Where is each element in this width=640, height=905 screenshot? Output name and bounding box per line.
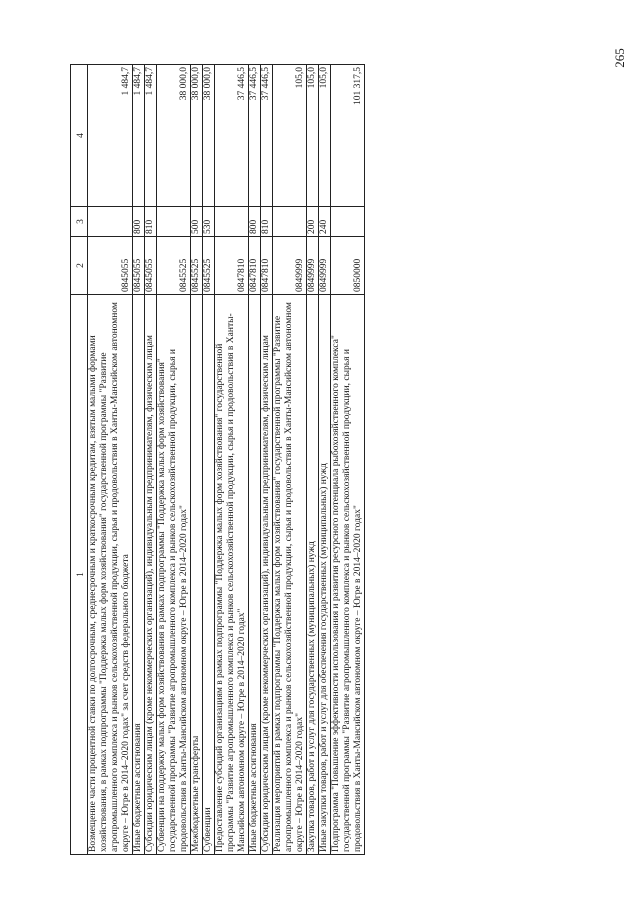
row-name-cell: Иные закупки товаров, работ и услуг для обеспечения государственных (муниципальных) нужд bbox=[319, 295, 331, 855]
row-sum-cell: 37 446,5 bbox=[261, 65, 273, 207]
row-kvr-cell: 530 bbox=[203, 207, 215, 237]
row-name-cell: Иные бюджетные ассигнования bbox=[133, 295, 145, 855]
row-code-cell: 0845525 bbox=[203, 237, 215, 295]
row-code-cell: 0845525 bbox=[191, 237, 203, 295]
row-code-cell: 0849999 bbox=[307, 237, 319, 295]
row-name-cell: Субвенции на поддержку малых форм хозяйствования в рамках подпрограммы "Поддержка малых форм хозяйствования" государственной программы "Развитие агропромышленного комплекса и рынков сельскохозяйственной продукции, сырья и продовольствия в Ханты-Мансийском автономном округе – Югре в 2014–2020 годах" bbox=[157, 295, 191, 855]
row-sum-cell: 105,0 bbox=[319, 65, 331, 207]
row-sum-cell: 105,0 bbox=[307, 65, 319, 207]
header-col-4: 4 bbox=[71, 65, 88, 207]
table-body bbox=[88, 65, 365, 855]
table-row bbox=[273, 65, 307, 855]
row-sum-cell: 1 484,7 bbox=[133, 65, 145, 207]
row-name-cell: Иные бюджетные ассигнования bbox=[249, 295, 261, 855]
row-name-cell: Закупка товаров, работ и услуг для государственных (муниципальных) нужд bbox=[307, 295, 319, 855]
table-row bbox=[157, 65, 191, 855]
table-row bbox=[191, 65, 203, 855]
row-kvr-cell: 800 bbox=[249, 207, 261, 237]
row-name-cell: Подпрограмма "Повышение эффективности использования и развития ресурсного потенциала рыбохозяйственного комплекса" государственной программы "Развитие агропромышленного комплекса и рынков сельскохозяйственной продукции, сырья и продовольствия в Ханты-Мансийском автономном округе – Югре в 2014–2020 годах" bbox=[331, 295, 365, 855]
row-name-cell: Возмещение части процентной ставки по долгосрочным, среднесрочным и краткосрочным кредитам, взятым малыми формами хозяйствования, в рамках подпрограммы "Поддержка малых форм хозяйствования" государственной программы "Развитие агропромышленного комплекса и рынков сельскохозяйственной продукции, сырья и продовольствия в Ханты-Мансийском автономном округе – Югре в 2014–2020 годах" за счет средств федерального бюджета bbox=[88, 295, 133, 855]
row-sum-cell: 1 484,7 bbox=[88, 65, 133, 207]
table-row bbox=[261, 65, 273, 855]
table-row bbox=[145, 65, 157, 855]
table-row bbox=[203, 65, 215, 855]
row-kvr-cell: 800 bbox=[133, 207, 145, 237]
row-kvr-cell: 810 bbox=[261, 207, 273, 237]
row-kvr-cell bbox=[331, 207, 365, 237]
row-kvr-cell bbox=[88, 207, 133, 237]
row-code-cell: 0845525 bbox=[157, 237, 191, 295]
table-row bbox=[331, 65, 365, 855]
row-sum-cell: 38 000,0 bbox=[191, 65, 203, 207]
row-kvr-cell: 500 bbox=[191, 207, 203, 237]
row-kvr-cell bbox=[157, 207, 191, 237]
row-code-cell: 0850000 bbox=[331, 237, 365, 295]
row-code-cell: 0847810 bbox=[215, 237, 249, 295]
header-col-3: 3 bbox=[71, 207, 88, 237]
page-number: 265 bbox=[611, 48, 627, 68]
row-sum-cell: 38 000,0 bbox=[203, 65, 215, 207]
row-sum-cell: 38 000,0 bbox=[157, 65, 191, 207]
row-name-cell: Предоставление субсидий организациям в рамках подпрограммы "Поддержка малых форм хозяйствования" государственной программы "Развитие агропромышленного комплекса и рынков сельскохозяйственной продукции, сырья и продовольствия в Ханты-Мансийском автономном округе – Югре в 2014–2020 годах" bbox=[215, 295, 249, 855]
row-name-cell: Реализация мероприятий в рамках подпрограммы "Поддержка малых форм хозяйствования" государственной программы "Развитие агропромышленного комплекса и рынков сельскохозяйственной продукции, сырья и продовольствия в Ханты-Мансийском автономном округе – Югре в 2014–2020 годах" bbox=[273, 295, 307, 855]
table-header-row bbox=[71, 65, 88, 855]
table-row bbox=[249, 65, 261, 855]
row-code-cell: 0849999 bbox=[273, 237, 307, 295]
row-sum-cell: 37 446,5 bbox=[249, 65, 261, 207]
row-name-cell: Субсидии юридическим лицам (кроме некоммерческих организаций), индивидуальным предпринимателям, физическим лицам bbox=[261, 295, 273, 855]
row-name-cell: Субвенции bbox=[203, 295, 215, 855]
row-sum-cell: 37 446,5 bbox=[215, 65, 249, 207]
row-sum-cell: 101 317,5 bbox=[331, 65, 365, 207]
row-code-cell: 0849999 bbox=[319, 237, 331, 295]
table-row bbox=[88, 65, 133, 855]
row-code-cell: 0847810 bbox=[261, 237, 273, 295]
row-sum-cell: 105,0 bbox=[273, 65, 307, 207]
row-kvr-cell bbox=[215, 207, 249, 237]
row-code-cell: 0845055 bbox=[133, 237, 145, 295]
row-kvr-cell bbox=[273, 207, 307, 237]
row-kvr-cell: 810 bbox=[145, 207, 157, 237]
table-row bbox=[133, 65, 145, 855]
row-code-cell: 0847810 bbox=[249, 237, 261, 295]
row-name-cell: Субсидии юридическим лицам (кроме некоммерческих организаций), индивидуальным предпринимателям, физическим лицам bbox=[145, 295, 157, 855]
budget-table bbox=[70, 64, 365, 855]
table-row bbox=[215, 65, 249, 855]
row-kvr-cell: 200 bbox=[307, 207, 319, 237]
row-code-cell: 0845055 bbox=[88, 237, 133, 295]
rotated-table-wrapper bbox=[70, 65, 365, 855]
row-name-cell: Межбюджетные трансферты bbox=[191, 295, 203, 855]
row-kvr-cell: 240 bbox=[319, 207, 331, 237]
header-col-1: 1 bbox=[71, 295, 88, 855]
table-row bbox=[319, 65, 331, 855]
header-col-2: 2 bbox=[71, 237, 88, 295]
table-row bbox=[307, 65, 319, 855]
row-sum-cell: 1 484,7 bbox=[145, 65, 157, 207]
row-code-cell: 0845055 bbox=[145, 237, 157, 295]
